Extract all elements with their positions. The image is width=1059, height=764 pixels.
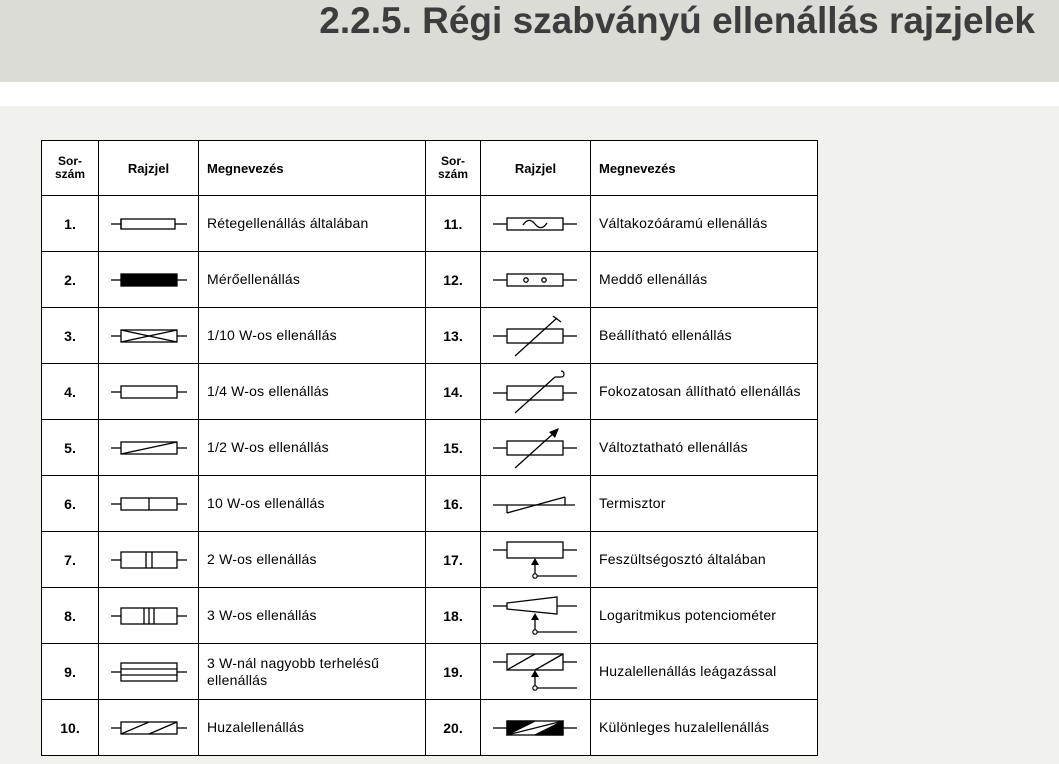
header-sorszam: Sor- szám [426,141,481,196]
row-name: Huzalellenállás leágazással [591,644,818,700]
row-name: Különleges huzalellenállás [591,700,818,756]
table-row [42,308,818,364]
row-number: 18. [426,588,481,644]
variable-resistor-icon [481,426,590,470]
row-number: 11. [426,196,481,252]
row-name: Feszültségosztó általában [591,532,818,588]
row-number: 4. [42,364,99,420]
row-name: Meddő ellenállás [591,252,818,308]
row-name: 1/2 W-os ellenállás [199,420,426,476]
row-number: 7. [42,532,99,588]
row-number: 9. [42,644,99,700]
row-name: Fokozatosan állítható ellenállás [591,364,818,420]
tapped-wire-resistor-icon [481,650,590,694]
row-number: 12. [426,252,481,308]
row-number: 2. [42,252,99,308]
thermistor-icon [481,492,590,516]
row-name: Logaritmikus potenciométer [591,588,818,644]
reactive-resistor-icon [481,270,590,290]
resistor-2w-icon [99,549,198,571]
row-number: 5. [42,420,99,476]
row-name: Változtatható ellenállás [591,420,818,476]
voltage-divider-icon [481,538,590,582]
row-number: 10. [42,700,99,756]
resistor-10w-icon [99,494,198,514]
table-row [42,644,818,700]
special-wire-resistor-icon [481,717,590,739]
table-row [42,532,818,588]
row-number: 3. [42,308,99,364]
row-name: Váltakozóáramú ellenállás [591,196,818,252]
resistor-3w-icon [99,605,198,627]
row-number: 16. [426,476,481,532]
table-row [42,364,818,420]
header-rajzjel: Rajzjel [99,141,199,196]
table-row [42,588,818,644]
table-row [42,420,818,476]
resistor-1-4w-icon [99,382,198,402]
row-number: 13. [426,308,481,364]
row-number: 1. [42,196,99,252]
row-number: 14. [426,364,481,420]
row-name: 1/4 W-os ellenállás [199,364,426,420]
table-row [42,700,818,756]
page-title: 2.2.5. Régi szabványú ellenállás rajzjelek [319,0,1035,41]
resistor-symbol-table [41,140,818,756]
header-megnevezes: Megnevezés [199,141,426,196]
header-divider [0,82,1059,106]
resistor-1-2w-icon [99,438,198,458]
table-header-row [42,141,818,196]
resistor-1-10w-icon [99,326,198,346]
resistor-over-3w-icon [99,660,198,684]
log-potentiometer-icon [481,594,590,638]
table-row [42,252,818,308]
adjustable-resistor-icon [481,314,590,358]
ac-resistor-icon [481,214,590,234]
table-row [42,196,818,252]
row-name: 2 W-os ellenállás [199,532,426,588]
header-rajzjel: Rajzjel [481,141,591,196]
row-name: Huzalellenállás [199,700,426,756]
row-name: Beállítható ellenállás [591,308,818,364]
header-sorszam: Sor- szám [42,141,99,196]
resistor-general-icon [99,214,198,234]
row-name: Mérőellenállás [199,252,426,308]
row-number: 17. [426,532,481,588]
row-number: 19. [426,644,481,700]
row-number: 6. [42,476,99,532]
table-row [42,476,818,532]
row-number: 8. [42,588,99,644]
row-name: 3 W-nál nagyobb terhelésű ellenállás [199,644,426,700]
header-megnevezes: Megnevezés [591,141,818,196]
stepped-resistor-icon [481,369,590,415]
measuring-resistor-icon [99,270,198,290]
row-name: 10 W-os ellenállás [199,476,426,532]
row-number: 20. [426,700,481,756]
row-name: Termisztor [591,476,818,532]
row-name: Rétegellenállás általában [199,196,426,252]
row-name: 3 W-os ellenállás [199,588,426,644]
row-number: 15. [426,420,481,476]
page-header [0,0,1059,82]
row-name: 1/10 W-os ellenállás [199,308,426,364]
wire-resistor-icon [99,718,198,738]
